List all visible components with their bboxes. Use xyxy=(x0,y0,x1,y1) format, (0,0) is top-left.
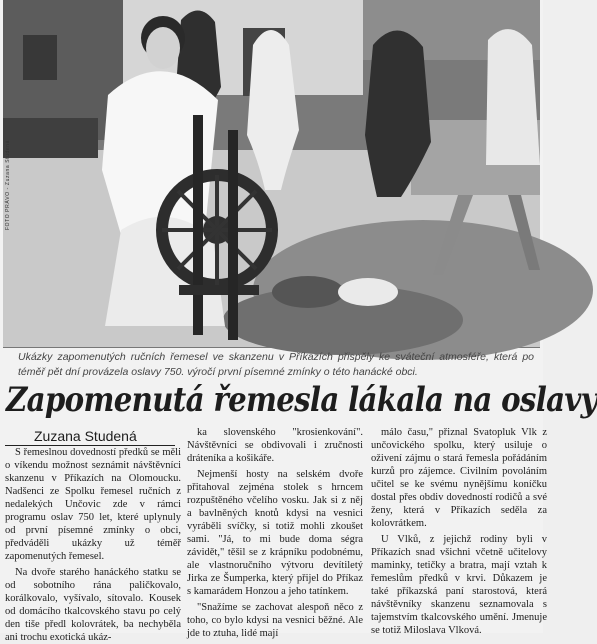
article-paragraph: U Vlků, z jejichž rodiny byli v Příkazích snad všichni včetně učitelovy maminky, tetičky a bratra, mají vztah k řemeslům předků v krvi. Důkazem je také příkazská paní starostová, která návštěvníky skanzenu seznamovala s tajemstvím tkalcovského umění. Jmenuje se totiž Miloslava Vlková. xyxy=(371,534,547,636)
article-byline: Zuzana Studená xyxy=(34,428,137,444)
article-column-1 xyxy=(5,446,181,643)
photo-caption: Ukázky zapomenutých ručních řemesel ve skanzenu v Příkazích přispěly ke sváteční atmosféře, která po téměř pět dní provázela oslavy 750. výročí první písemné zmínky o této hanácké obci. xyxy=(18,351,534,378)
article-column-2 xyxy=(187,426,363,639)
article-photo xyxy=(3,0,540,348)
article-paragraph: ka slovenského "krosienkování". Návštěvníci se obdivovali i zručnosti dráteníka a košikáře. xyxy=(187,427,363,464)
spinning-wheel-photo xyxy=(3,0,540,347)
article-paragraph: málo času," přiznal Svatopluk Vlk z unčovického spolku, který usiluje o oživení zájmu o stará řemesla pořádáním kurzů pro zájemce. Civilním povoláním učitel se ke svému nynějšímu koníčku dostal přes obdiv dovedností rodičů a své ženy, která v Příkazích seděla za kolovrátkem. xyxy=(371,427,547,529)
article-paragraph: "Snažíme se zachovat alespoň něco z toho, co bylo kdysi na vesnici běžné. Ale jde to ztuha, lidé mají xyxy=(187,602,363,639)
article-headline: Zapomenutá řemesla lákala na oslavy xyxy=(6,380,597,420)
article-paragraph: Na dvoře starého hanáckého statku se od sobotního rána paličkovalo, korálkovalo, vyšívalo, sítovalo. Kousek od domácího tkalcovského stavu po celý den tiše předl kolovrátek, ba nechyběla ani trochu exotická ukáz- xyxy=(5,567,181,643)
photo-credit: FOTO PRÁVO - Zuzana Studená xyxy=(5,139,11,230)
article-paragraph: S řemeslnou dovedností předků se měli o víkendu možnost seznámit návštěvníci skanzenu v Příkazích na Olomoucku. Nadšenci ze Spolku řemesel ručních z nedalekých Unčovic zde v rámci programu oslav 750 let, které uplynuly od první písemné zmínky o obci, předváděli ukázky už téměř zapomenutých řemesel. xyxy=(5,447,181,562)
article-column-3 xyxy=(371,426,547,636)
article-paragraph: Nejmenší hosty na selském dvoře přitahoval zejména stolek s hrncem rozpuštěného včelího vosku. Jak si z něj a bavlněných knotů kdysi na vesnici vyráběli svíčky, si totiž mohli zkoušet sami. "Já, to mi bude doma ségra závidět," těšil se z krápníku podobnému, ale vlastnoručního výtvoru devítiletý Jirka ze Šumperka, který přijel do Příkaz s kamarádem Honzou a jeho tatínkem. xyxy=(187,469,363,597)
